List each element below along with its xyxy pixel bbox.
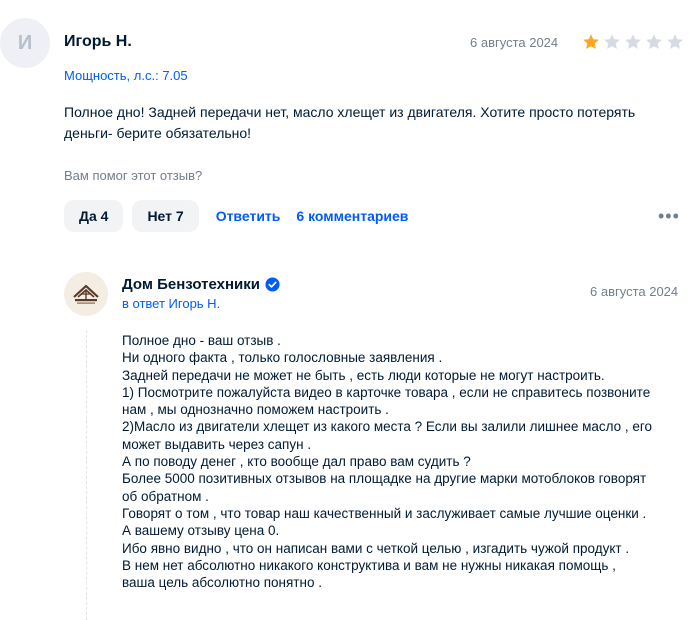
reply-line: нам , мы однозначно поможем настроить . (122, 402, 389, 418)
reply-line: ваша цель абсолютно понятно . (122, 575, 322, 591)
review-text: Полное дно! Задней передачи нет, масло хлещет из двигателя. Хотите просто потерять деньги- берите обязательно! (64, 104, 636, 141)
reviewer-name[interactable]: Игорь Н. (64, 33, 132, 50)
reply-line: А вашему отзыву цена 0. (122, 523, 280, 539)
verified-check-icon (265, 277, 280, 292)
reply-line: может выдавить через сапун . (122, 436, 312, 452)
in-reply-to-link[interactable]: в ответ Игорь Н. (122, 296, 221, 311)
review-actions (64, 200, 416, 232)
product-attribute (64, 68, 188, 83)
reply-line: Ибо явно видно , что он написан вами с четкой целью , изгадить чужой продукт . (122, 540, 630, 556)
seller-logo (64, 272, 108, 316)
star-empty-icon (666, 33, 684, 51)
attribute-value: 7.05 (162, 68, 188, 83)
star-empty-icon (645, 33, 663, 51)
star-filled-icon (582, 33, 600, 51)
reply-line: Говорят о том , что товар наш качественный и заслуживает самые лучшие оценки . (122, 505, 647, 521)
comments-button[interactable]: 6 комментариев (296, 208, 409, 224)
star-empty-icon (603, 33, 621, 51)
reply-date: 6 августа 2024 (590, 284, 679, 299)
reply-text (122, 332, 690, 591)
reply-line: 2)Масло из двигатели хлещет из какого места ? Если вы залили лишнее масло , его (122, 419, 653, 435)
star-rating (582, 33, 684, 51)
reply-button[interactable]: Ответить (215, 208, 281, 224)
reply-line: Более 5000 позитивных отзывов на площадке на другие марки мотоблоков говорят (122, 471, 647, 487)
helpful-question: Вам помог этот отзыв? (64, 168, 203, 183)
reply-line: Полное дно - ваш отзыв . (122, 333, 281, 348)
helpful-no-button[interactable]: Нет 7 (132, 200, 198, 232)
more-horizontal-icon[interactable]: ••• (658, 206, 680, 226)
thread-divider (86, 330, 87, 620)
reply-line: Задней передачи не может не быть , есть люди которые не могут настроить. (122, 367, 605, 383)
helpful-yes-button[interactable]: Да 4 (64, 200, 123, 232)
seller-logo-image (64, 272, 108, 316)
reply-line: об обратном . (122, 488, 209, 504)
seller-name-text: Дом Бензотехники (122, 276, 260, 293)
reply-line: 1) Посмотрите пожалуйста видео в карточке товара , если не справитесь позвоните (122, 384, 651, 400)
reply-line: В нем нет абсолютно никакого конструктива и вам не нужны никакая помощь , (122, 557, 616, 573)
star-empty-icon (624, 33, 642, 51)
avatar-letter: И (17, 31, 33, 54)
review-date: 6 августа 2024 (470, 35, 559, 50)
reply-line: А по поводу денег , кто вообще дал право вам судить ? (122, 454, 471, 470)
seller-name[interactable] (122, 276, 280, 293)
reply-line: Ни одного факта , только голословные заявления . (122, 350, 443, 366)
reviewer-avatar (0, 18, 50, 68)
attribute-label: Мощность, л.с.: (64, 68, 159, 83)
